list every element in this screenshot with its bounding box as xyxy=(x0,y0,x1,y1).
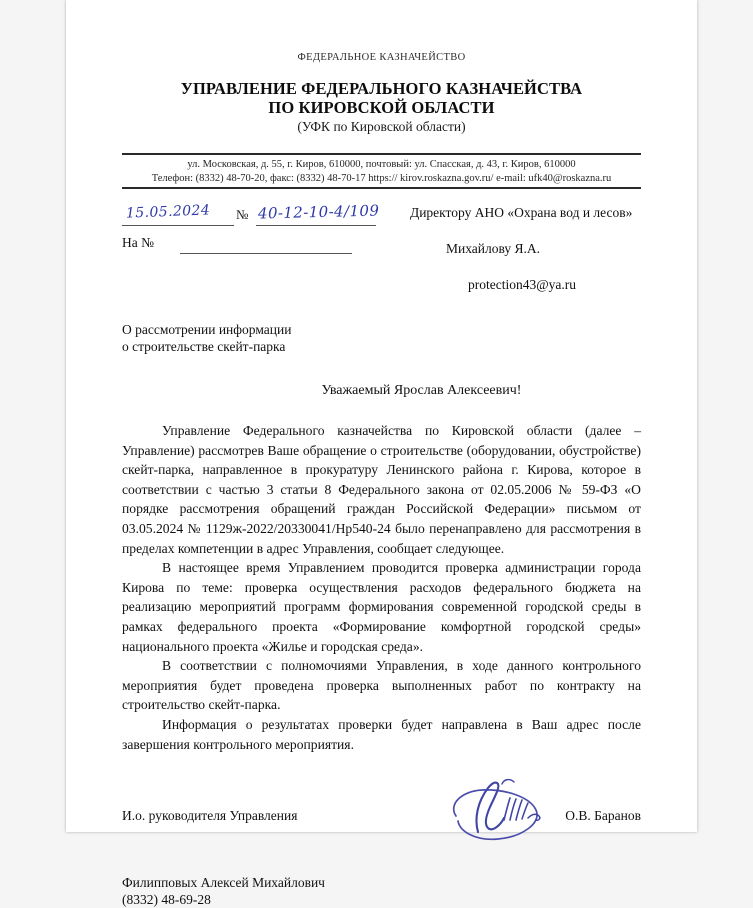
signature-block xyxy=(122,788,641,850)
outgoing-number-label: № xyxy=(236,207,249,222)
reply-to-label: На № xyxy=(122,235,154,250)
reference-addressee-band xyxy=(122,203,641,311)
reply-to-rule xyxy=(180,253,352,254)
reference-row-incoming xyxy=(122,235,392,261)
outgoing-number-handwritten: 40-12-10-4/109 xyxy=(257,201,380,223)
letterhead-divider-bottom xyxy=(122,187,641,189)
signatory-name: О.В. Баранов xyxy=(565,808,641,824)
letterhead-title-line2: ПО КИРОВСКОЙ ОБЛАСТИ xyxy=(268,98,495,117)
salutation: Уважаемый Ярослав Алексеевич! xyxy=(321,383,522,398)
body-paragraph: Управление Федерального казначейства по Кировской области (далее – Управление) рассмотрев Ваше обращение о строительстве (оборудовании, обустройстве) скейт-парка, направленное в прокуратуру Ленинского района г. Кирова, которое в соответствии с частью 3 статьи 8 Федерального закона от 02.05.2006 № 59-ФЗ «О порядке рассмотрения обращений граждан Российской Федерации» письмом от 03.05.2024 № 1129ж-2022/20330041/Нр540-24 было перенаправлено для рассмотрения в пределах компетенции в адрес Управления, сообщает следующее. xyxy=(122,423,641,556)
executor-name: Филипповых Алексей Михайлович xyxy=(122,875,325,891)
reference-row-outgoing xyxy=(122,203,392,229)
letterhead-title-line1: УПРАВЛЕНИЕ ФЕДЕРАЛЬНОГО КАЗНАЧЕЙСТВА xyxy=(180,79,583,98)
outgoing-date-handwritten: 15.05.2024 xyxy=(125,202,211,222)
addressee-position: Директору АНО «Охрана вод и лесов» xyxy=(410,205,633,220)
body-paragraph: В настоящее время Управлением проводится проверка администрации города Кирова по теме: проверка осуществления расходов федерального бюджета на реализацию мероприятий программ формирования современной городской среды в рамках федерального проекта «Формирование комфортной городской среды» национального проекта «Жилье и городская среда». xyxy=(122,560,641,654)
addressee-name: Михайлову Я.А. xyxy=(446,241,541,256)
signatory-title: И.о. руководителя Управления xyxy=(122,808,298,824)
letterhead xyxy=(122,52,641,189)
letterhead-organization: ФЕДЕРАЛЬНОЕ КАЗНАЧЕЙСТВО xyxy=(297,52,466,63)
subject-line2: о строительстве скейт-парка xyxy=(122,339,286,354)
executor-phone: (8332) 48-69-28 xyxy=(122,892,211,908)
letter-body xyxy=(122,421,641,754)
letterhead-contact-block xyxy=(122,155,641,187)
outgoing-date-rule xyxy=(122,225,234,226)
addressee-email: protection43@ya.ru xyxy=(468,277,577,292)
addressee-block xyxy=(410,205,642,293)
subject-line1: О рассмотрении информации xyxy=(122,322,292,337)
reference-block xyxy=(122,203,392,261)
handwritten-signature-icon xyxy=(444,774,564,850)
document-content xyxy=(122,0,641,908)
outgoing-number-rule xyxy=(256,225,376,226)
document-page xyxy=(66,0,697,908)
executor-block xyxy=(122,874,641,908)
letterhead-title xyxy=(122,79,641,117)
body-paragraph: В соответствии с полномочиями Управления, в ходе данного контрольного мероприятия будет проведена проверка выполненных работ по контракту на строительство скейт-парка. xyxy=(122,658,641,713)
letterhead-address-line: ул. Московская, д. 55, г. Киров, 610000, почтовый: ул. Спасская, д. 43, г. Киров, 610000 xyxy=(187,159,576,170)
letterhead-contact-line: Телефон: (8332) 48-70-20, факс: (8332) 48-70-17 https:// kirov.roskazna.gov.ru/ e-mail: ufk40@roskazna.ru xyxy=(151,172,612,184)
body-paragraph: Информация о результатах проверки будет направлена в Ваш адрес после завершения контрольного мероприятия. xyxy=(122,716,641,752)
subject-block xyxy=(122,321,641,355)
letterhead-short-name: (УФК по Кировской области) xyxy=(297,119,466,134)
